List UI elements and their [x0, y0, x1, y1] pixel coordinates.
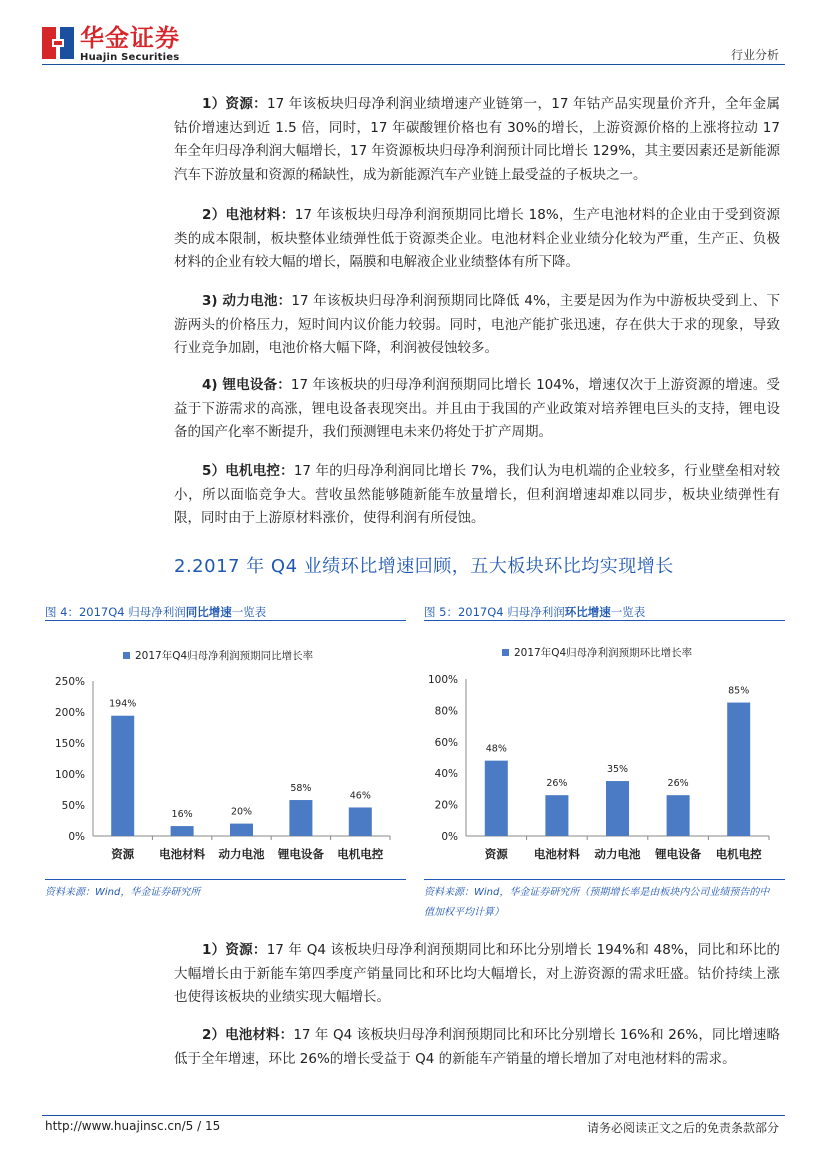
- data-label: 20%: [230, 806, 253, 818]
- section-title: 2.2017 年 Q4 业绩环比增速回顾，五大板块环比均实现增长: [174, 556, 674, 577]
- y-tick-label: 0%: [68, 831, 85, 843]
- paragraph-q4-battery-materials: [174, 1024, 780, 1071]
- y-tick-label: 100%: [427, 674, 458, 686]
- bar-0: [485, 761, 508, 836]
- paragraph-resources: [174, 93, 780, 187]
- category-label: 资源: [484, 847, 508, 861]
- company-name-en: Huajin Securities: [80, 52, 180, 63]
- header-divider: [42, 64, 785, 65]
- y-tick-label: 50%: [61, 800, 85, 812]
- category-label: 锂电设备: [277, 847, 324, 861]
- y-tick-label: 0%: [441, 831, 458, 843]
- paragraph-text: 17 年的归母净利润同比增长 7%，我们认为电机端的企业较多，行业壁垒相对较小，所以面临竞争大。营收虽然能够随新能车放量增长，但利润增速却难以同步，板块业绩弹性有限，同时由于上游原材料涨价，使得利润有所侵蚀。: [174, 463, 780, 526]
- data-label: 16%: [171, 809, 193, 821]
- paragraph-battery-materials: [174, 204, 780, 275]
- figure-5-title: 图 5：2017Q4 归母净利润环比增速一览表: [424, 605, 646, 619]
- chart-yoy-growth: [45, 626, 406, 878]
- category-label: 锂电设备: [655, 847, 702, 861]
- paragraph-power-battery: [174, 290, 780, 361]
- category-label: 电机电控: [337, 847, 384, 861]
- report-type: 行业分析: [730, 48, 779, 62]
- bar-0: [111, 716, 134, 836]
- figure-5-source: 资料来源：Wind，华金证券研究所（预期增长率是由板块内公司业绩预告的中 值加权平均计算）: [424, 887, 770, 918]
- legend-swatch: [502, 649, 509, 656]
- paragraph-lead: 3) 动力电池：: [202, 293, 292, 309]
- y-tick-label: 40%: [434, 768, 458, 781]
- y-tick-label: 80%: [434, 705, 458, 718]
- bar-1: [171, 826, 194, 836]
- figure-5-source-rule: [424, 879, 785, 880]
- data-label: 48%: [485, 743, 507, 755]
- footer-url-page[interactable]: http://www.huajinsc.cn/5 / 15: [45, 1119, 221, 1133]
- data-label: 46%: [349, 790, 371, 802]
- category-label: 电池材料: [533, 847, 580, 861]
- company-name-cn: 华金证券: [80, 24, 180, 52]
- paragraph-motor-control: [174, 460, 780, 531]
- y-tick-label: 150%: [54, 738, 85, 750]
- bar-3: [289, 800, 312, 836]
- chart-qoq-growth: [424, 626, 785, 878]
- paragraph-text: 17 年该板块的归母净利润预期同比增长 104%，增速仅次于上游资源的增速。受益于下游需求的高涨，锂电设备表现突出。并且由于我国的产业政策对培养锂电巨头的支持，锂电设备的国产化率不断提升，我们预测锂电未来仍将处于扩产周期。: [174, 377, 781, 440]
- bar-4: [349, 807, 372, 836]
- bar-2: [606, 781, 629, 836]
- paragraph-lithium-equipment: [174, 374, 780, 445]
- y-tick-label: 250%: [54, 676, 85, 688]
- paragraph-text: 17 年该板块归母净利润预期同比降低 4%，主要是因为作为中游板块受到上、下游两头的价格压力，短时间内议价能力较弱。同时，电池产能扩张迅速，存在供大于求的现象，导致行业竞争加剧，电池价格大幅下降，利润被侵蚀较多。: [174, 293, 780, 356]
- footer-divider: [42, 1115, 785, 1116]
- paragraph-text: 17 年该板块归母净利润预期同比增长 18%，生产电池材料的企业由于受到资源类的成本限制，板块整体业绩弹性低于资源类企业。电池材料企业业绩分化较为严重，生产正、负极材料的企业有较大幅的增长，隔膜和电解液企业业绩整体有所下降。: [174, 207, 780, 270]
- paragraph-lead: 2）电池材料：: [202, 1027, 294, 1043]
- figure-4-title: 图 4：2017Q4 归母净利润同比增速一览表: [45, 605, 267, 619]
- paragraph-text: 17 年该板块归母净利润业绩增速产业链第一，17 年钴产品实现量价齐升，全年金属钴价增速达到近 1.5 倍，同时，17 年碳酸锂价格也有 30%的增长，上游资源价格的上涨将拉动 17 年全年归母净利润大幅增长，17 年资源板块归母净利润预计同比增长 129%，其主要因素还是新能源汽车下游放量和资源的稀缺性，成为新能源汽车产业链上最受益的子板块之一。: [174, 96, 780, 183]
- paragraph-q4-resources: [174, 939, 780, 1010]
- y-tick-label: 20%: [434, 799, 458, 812]
- paragraph-lead: 2）电池材料：: [202, 207, 295, 223]
- category-label: 动力电池: [594, 847, 641, 861]
- huajin-logo-icon: [42, 27, 74, 59]
- bar-1: [545, 795, 568, 836]
- paragraph-text: 17 年 Q4 该板块归母净利润预期同比和环比分别增长 194%和 48%，同比和环比的大幅增长由于新能车第四季度产销量同比和环比均大幅增长，对上游资源的需求旺盛。钴价持续上涨也使得该板块的业绩实现大幅增长。: [174, 942, 780, 1005]
- paragraph-text: 17 年 Q4 该板块归母净利润预期同比和环比分别增长 16%和 26%，同比增速略低于全年增速，环比 26%的增长受益于 Q4 的新能车产销量的增长增加了对电池材料的需求。: [174, 1027, 780, 1067]
- data-label: 26%: [546, 778, 568, 790]
- bar-3: [667, 795, 690, 836]
- data-label: 194%: [109, 698, 137, 710]
- y-tick-label: 100%: [54, 769, 85, 781]
- category-label: 电池材料: [159, 847, 206, 861]
- paragraph-lead: 5）电机电控：: [202, 463, 294, 479]
- legend-label: 2017年Q4归母净利润预期环比增长率: [514, 647, 693, 659]
- category-label: 资源: [111, 847, 135, 861]
- footer-disclaimer: 请务必阅读正文之后的免责条款部分: [586, 1121, 779, 1135]
- bar-4: [727, 703, 750, 836]
- y-tick-label: 60%: [434, 736, 458, 749]
- category-label: 动力电池: [218, 847, 265, 861]
- data-label: 26%: [667, 778, 689, 790]
- figure-4-title-rule: [45, 620, 406, 621]
- figure-4-source-rule: [45, 879, 406, 880]
- data-label: 85%: [728, 685, 750, 697]
- paragraph-lead: 1）资源：: [202, 942, 267, 958]
- figure-5-title-rule: [424, 620, 785, 621]
- paragraph-lead: 1）资源：: [202, 96, 267, 112]
- bar-2: [230, 824, 253, 836]
- figure-4-source: 资料来源：Wind，华金证券研究所: [45, 887, 201, 898]
- data-label: 58%: [290, 783, 312, 795]
- legend-label: 2017年Q4归母净利润预期同比增长率: [135, 650, 314, 662]
- category-label: 电机电控: [715, 847, 762, 861]
- y-tick-label: 200%: [54, 707, 85, 719]
- data-label: 35%: [606, 764, 629, 776]
- paragraph-lead: 4) 锂电设备：: [202, 377, 291, 393]
- legend-swatch: [123, 652, 130, 659]
